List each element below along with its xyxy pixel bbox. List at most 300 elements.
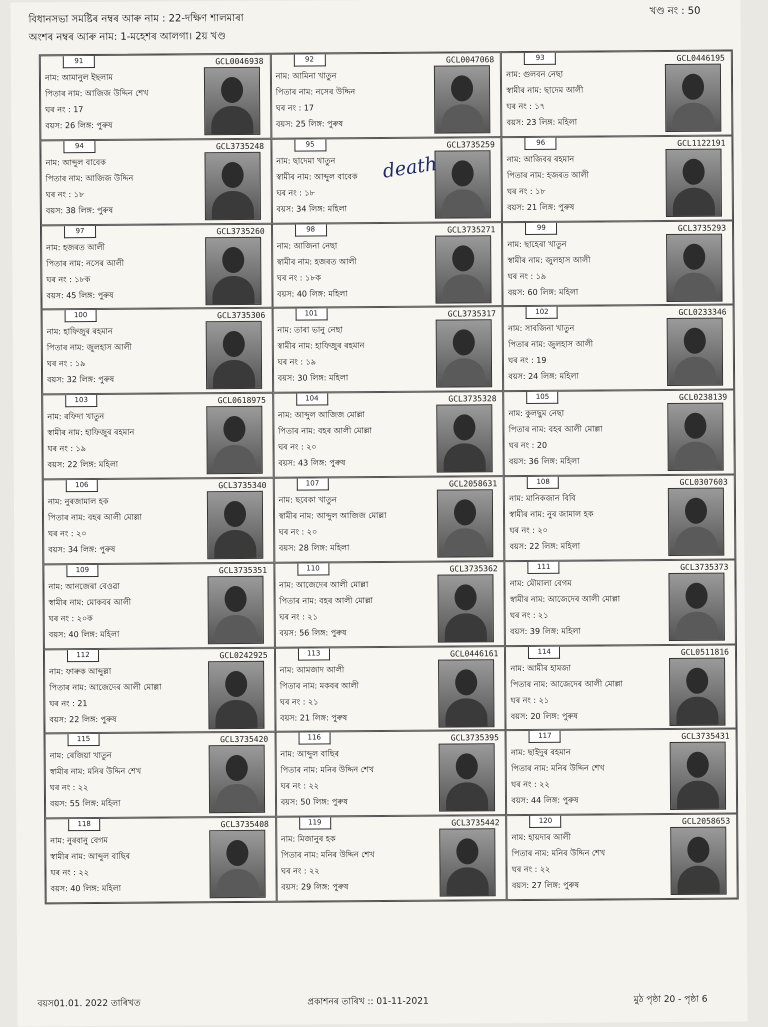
voter-card — [503, 305, 734, 391]
serial-number: 92 — [293, 54, 325, 66]
relation-name: পিতাৰ নাম: মনিৰ উদ্দিন শেখ — [280, 765, 374, 776]
voter-name: নাম: ফাৰুক আব্দুল্লা — [49, 666, 112, 676]
voter-card — [505, 559, 736, 645]
house-number: ঘৰ নং : ২০ — [48, 529, 87, 539]
photo-body-shape — [446, 783, 488, 812]
voter-list-page — [10, 0, 747, 1027]
photo-head-shape — [225, 671, 247, 697]
epic-number: GCL3735442 — [451, 818, 500, 828]
voter-name: নাম: মিজানুৰ হক — [280, 834, 336, 844]
voter-name: নাম: আব্দুল বাছিৰ — [280, 749, 340, 760]
serial-number: 106 — [66, 480, 98, 492]
voter-photo — [438, 659, 494, 727]
epic-number: GCL3735362 — [449, 563, 498, 574]
house-number: ঘৰ নং : ২০ — [278, 527, 318, 537]
photo-head-shape — [455, 669, 477, 695]
age-gender: বয়স: 43 লিঙ্গ: পুৰুষ — [278, 458, 346, 468]
voter-photo — [439, 744, 495, 812]
voter-photo — [665, 64, 721, 132]
photo-head-shape — [453, 330, 475, 356]
voter-card — [272, 222, 503, 308]
relation-name: পিতাৰ নাম: জুলহাস আলী — [508, 339, 594, 350]
voter-photo — [670, 742, 726, 810]
photo-head-shape — [454, 415, 476, 441]
age-gender: বয়স: 44 লিঙ্গ: পুৰুষ — [511, 796, 579, 806]
voter-name: নাম: ছবেকা খাতুন — [278, 495, 337, 505]
age-gender: বয়স: 21 লিঙ্গ: পুৰুষ — [280, 712, 348, 723]
epic-number: GCL0242925 — [219, 650, 268, 660]
serial-number: 116 — [298, 733, 330, 745]
voter-card — [275, 731, 506, 817]
photo-head-shape — [457, 839, 479, 865]
voter-photo — [438, 574, 494, 642]
photo-body-shape — [213, 360, 255, 389]
house-number: ঘৰ নং : ১৯ — [46, 359, 86, 369]
photo-head-shape — [454, 499, 476, 525]
epic-number: GCL2058653 — [681, 816, 731, 827]
photo-body-shape — [443, 274, 485, 303]
epic-number: GCL3735351 — [218, 565, 268, 575]
epic-number: GCL3735271 — [447, 224, 496, 235]
publication-date: প্ৰকাশনৰ তাৰিখ :: 01-11-2021 — [307, 996, 429, 1008]
photo-head-shape — [452, 245, 474, 271]
voter-name: নাম: আব্দুল আজিজ মোল্লা — [277, 410, 365, 420]
serial-number: 99 — [525, 222, 557, 234]
house-number: ঘৰ নং : ১৯ — [507, 271, 547, 281]
voter-name: নাম: আব্দুল বাবেক — [45, 157, 106, 168]
voter-name: নাম: আনজেৰা বেওৱা — [48, 581, 120, 592]
age-reference-date: বয়স01.01. 2022 তাৰিখত — [37, 998, 141, 1010]
photo-head-shape — [456, 754, 478, 780]
epic-number: GCL3735259 — [446, 139, 495, 150]
voter-photo — [208, 745, 264, 813]
age-gender: বয়স: 56 লিঙ্গ: পুৰুষ — [279, 628, 347, 638]
voter-card — [273, 391, 504, 477]
epic-number: GCL3735431 — [681, 731, 730, 742]
photo-head-shape — [225, 755, 247, 781]
photo-body-shape — [216, 869, 258, 898]
relation-name: পিতাৰ নাম: মনিৰ উদ্দিন শেখ — [281, 850, 375, 860]
age-gender: বয়স: 40 লিঙ্গ: মহিলা — [50, 883, 122, 894]
relation-name: পিতাৰ নাম: বহৰ আলী মোল্লা — [508, 424, 603, 435]
house-number: ঘৰ নং : ২২ — [50, 868, 89, 878]
house-number: ঘৰ নং : ২০ — [278, 442, 317, 452]
serial-number: 109 — [66, 565, 98, 577]
voter-photo — [207, 576, 263, 644]
voter-photo — [437, 489, 493, 557]
voter-name: নাম: ছাহেৰা খাতুন — [507, 239, 567, 249]
serial-number: 110 — [297, 563, 329, 575]
age-gender: বয়স: 38 লিঙ্গ: পুৰুষ — [45, 205, 113, 216]
serial-number: 91 — [63, 56, 95, 68]
photo-head-shape — [451, 75, 473, 101]
relation-name: স্বামীৰ নাম: আব্দুল বাছিৰ — [50, 851, 131, 862]
serial-number: 112 — [67, 650, 99, 662]
photo-body-shape — [447, 867, 489, 896]
voter-card — [43, 478, 274, 564]
serial-number: 101 — [295, 309, 327, 321]
relation-name: পিতাৰ নাম: বহৰ আলী মোল্লা — [278, 426, 372, 436]
photo-head-shape — [687, 837, 709, 863]
age-gender: বয়স: 45 লিঙ্গ: পুৰুষ — [46, 290, 114, 300]
photo-head-shape — [452, 160, 474, 186]
epic-number: GCL0233346 — [678, 307, 727, 318]
photo-body-shape — [443, 359, 485, 388]
age-gender: বয়স: 60 লিঙ্গ: মহিলা — [507, 287, 579, 297]
voter-photo — [670, 827, 726, 895]
house-number: ঘৰ নং : ২২ — [511, 865, 551, 875]
photo-body-shape — [216, 784, 258, 813]
age-gender: বয়স: 30 লিঙ্গ: মহিলা — [277, 373, 349, 384]
relation-name: পিতাৰ নাম: বহৰ আলী মোল্লা — [48, 512, 142, 523]
voter-name: নাম: ছাইদুৰ ৰহমান — [510, 748, 571, 758]
epic-number: GCL0446195 — [676, 53, 725, 63]
serial-number: 97 — [64, 226, 96, 238]
relation-name: পিতাৰ নাম: আজিজ উদ্দিন শেখ — [45, 88, 149, 99]
epic-number: GCL3735306 — [217, 311, 266, 321]
voter-name: নাম: হাফিজুৰ ৰহমান — [46, 327, 113, 337]
voter-card — [40, 139, 271, 225]
photo-body-shape — [213, 445, 255, 474]
house-number: ঘৰ নং : ২১ — [510, 610, 549, 620]
photo-head-shape — [683, 243, 705, 269]
voter-name: নাম: মানিকজান বিবি — [509, 493, 576, 504]
age-gender: বয়স: 26 লিঙ্গ: পুৰুষ — [45, 120, 113, 131]
serial-number: 118 — [68, 819, 100, 831]
voter-name: নাম: আমিনা খাতুন — [275, 71, 337, 81]
relation-name: স্বামীৰ নাম: মোকবৰ আলী — [48, 597, 132, 608]
voter-photo — [669, 657, 725, 725]
relation-name: স্বামীৰ নাম: হজৰত আলী — [276, 256, 357, 267]
voter-photo — [204, 152, 260, 220]
voter-photo — [667, 403, 723, 471]
relation-name: পিতাৰ নাম: নসেৰ উদ্দিন — [275, 87, 356, 97]
epic-number: GCL3735373 — [680, 562, 729, 572]
age-gender: বয়স: 28 লিঙ্গ: মহিলা — [278, 543, 350, 553]
relation-name: স্বামীৰ নাম: ছাদেম আলী — [506, 85, 584, 96]
photo-head-shape — [455, 584, 477, 610]
photo-head-shape — [224, 586, 246, 612]
photo-body-shape — [446, 698, 488, 727]
age-gender: বয়স: 34 লিঙ্গ: পুৰুষ — [48, 544, 116, 555]
voter-photo — [206, 406, 262, 474]
voter-name: নাম: আমানুল ইছলাম — [44, 72, 113, 83]
voter-card — [270, 52, 501, 138]
relation-name: পিতাৰ নাম: মনিৰ উদ্দিন শেখ — [511, 848, 606, 859]
page-number: মুঠ পৃষ্ঠা 20 - পৃষ্ঠা 6 — [633, 994, 708, 1006]
voter-name: নাম: ৰফিদা খাতুন — [47, 412, 105, 422]
age-gender: বয়স: 55 লিঙ্গ: মহিলা — [50, 799, 121, 809]
photo-head-shape — [686, 583, 708, 609]
epic-number: GCL3735408 — [220, 819, 269, 830]
epic-number: GCL3735248 — [215, 141, 265, 151]
epic-number: GCL3735328 — [448, 394, 497, 404]
relation-name: পিতাৰ নাম: আজেদেৰ আলী মোল্লা — [49, 682, 162, 692]
epic-number: GCL0446161 — [450, 648, 499, 659]
relation-name: স্বামীৰ নাম: আব্দুল বাবেক — [276, 171, 358, 182]
house-number: ঘৰ নং : ২২ — [511, 780, 550, 790]
serial-number: 117 — [529, 731, 561, 743]
voter-photo — [205, 236, 261, 304]
house-number: ঘৰ নং : ২২ — [281, 866, 320, 876]
relation-name: স্বামীৰ নাম: হাফিজুৰ ৰহমান — [47, 427, 135, 438]
photo-body-shape — [211, 106, 253, 135]
section-number: খণ্ড নং : 50 — [649, 5, 701, 18]
photo-head-shape — [684, 413, 706, 439]
voter-card — [505, 644, 736, 730]
serial-number: 107 — [296, 478, 328, 490]
relation-name: পিতাৰ নাম: জুলহাস আলী — [46, 343, 132, 353]
voter-name: নাম: হায়দাৰ আলী — [511, 832, 571, 843]
voter-card — [41, 223, 272, 309]
house-number: ঘৰ নং : ১৮ — [45, 189, 85, 200]
serial-number: 115 — [68, 734, 100, 746]
relation-name: পিতাৰ নাম: আজেদেৰ আলী মোল্লা — [510, 678, 623, 689]
voter-name: নাম: ৰেজিয়া খাতুন — [49, 751, 112, 761]
voter-photo — [207, 491, 263, 559]
house-number: ঘৰ নং : ২১ — [510, 695, 550, 705]
serial-number: 108 — [527, 477, 559, 489]
relation-name: পিতাৰ নাম: বহৰ আলী মোল্লা — [279, 595, 374, 606]
photo-head-shape — [686, 667, 708, 693]
house-number: ঘৰ নং : ১৮ক — [46, 274, 91, 284]
photo-body-shape — [673, 272, 715, 301]
house-number: ঘৰ নং : ১৯ — [47, 444, 86, 454]
photo-body-shape — [672, 103, 714, 132]
house-number: ঘৰ নং : ২২ — [49, 783, 89, 793]
serial-number: 96 — [525, 138, 557, 150]
voter-name: নাম: আমজাদ আলী — [279, 664, 345, 675]
photo-head-shape — [683, 159, 705, 185]
serial-number: 100 — [65, 310, 97, 322]
voter-photo — [204, 67, 260, 135]
photo-body-shape — [215, 699, 257, 728]
epic-number: GCL3735340 — [218, 480, 267, 491]
serial-number: 93 — [524, 53, 556, 65]
photo-body-shape — [675, 527, 717, 556]
voter-card — [45, 732, 276, 818]
voter-photo — [437, 404, 493, 472]
voter-photo — [209, 830, 265, 898]
voter-card — [273, 476, 504, 562]
relation-name: পিতাৰ নাম: মকবৰ আলী — [279, 680, 359, 691]
photo-body-shape — [214, 615, 256, 644]
voter-name: নাম: কুলছুম নেছা — [508, 408, 565, 419]
epic-number: GCL3735260 — [216, 226, 265, 236]
photo-body-shape — [442, 189, 484, 218]
voter-name: নাম: গুলবন নেছা — [506, 69, 564, 80]
age-gender: বয়স: 24 লিঙ্গ: মহিলা — [508, 371, 579, 382]
photo-head-shape — [682, 74, 704, 100]
handwritten-annotation: death — [380, 152, 439, 183]
voter-name: নাম: সাবজিনা খাতুন — [508, 324, 575, 334]
voter-photo — [208, 660, 264, 728]
voter-name: নাম: নুৰজামাল হক — [47, 496, 109, 507]
voter-card — [40, 54, 271, 140]
house-number: ঘৰ নং : ১৮ — [507, 186, 546, 196]
photo-head-shape — [684, 328, 706, 354]
photo-head-shape — [685, 498, 707, 524]
photo-body-shape — [212, 275, 254, 304]
voter-card — [44, 647, 275, 733]
epic-number: GCL0047068 — [445, 55, 495, 65]
photo-body-shape — [445, 613, 487, 642]
photo-head-shape — [687, 752, 709, 778]
epic-number: GCL1122191 — [677, 138, 726, 148]
photo-head-shape — [223, 416, 245, 442]
serial-number: 94 — [63, 141, 95, 153]
epic-number: GCL3735420 — [220, 735, 269, 745]
age-gender: বয়স: 22 লিঙ্গ: পুৰুষ — [49, 714, 117, 724]
voter-name: নাম: আমীৰ হামজা — [510, 663, 571, 673]
voter-photo — [435, 150, 491, 218]
age-gender: বয়স: 25 লিঙ্গ: পুৰুষ — [275, 119, 344, 129]
serial-number: 119 — [299, 818, 331, 830]
serial-number: 103 — [65, 395, 97, 407]
photo-head-shape — [222, 331, 244, 357]
photo-body-shape — [676, 696, 718, 725]
relation-name: স্বামীৰ নাম: নুৰ জামাল হক — [509, 509, 594, 520]
relation-name: পিতাৰ নাম: নসেৰ আলী — [46, 258, 125, 268]
voter-name: নাম: তাৰা ভানু নেছা — [277, 325, 343, 336]
voter-card — [504, 475, 735, 561]
epic-number: GCL0511816 — [680, 647, 730, 657]
voter-card — [502, 220, 733, 306]
constituency-title: বিধানসভা সমষ্টিৰ নম্বৰ আৰু নাম : 22-দক্ষিণ শালমাৰা — [28, 12, 244, 26]
age-gender: বয়স: 32 লিঙ্গ: পুৰুষ — [47, 375, 115, 385]
serial-number: 95 — [294, 139, 326, 151]
relation-name: স্বামীৰ নাম: মনিৰ উদ্দিন শেখ — [49, 767, 142, 777]
house-number: ঘৰ নং : ২০ — [509, 525, 548, 536]
house-number: ঘৰ নং : ১৯ — [277, 357, 317, 368]
serial-number: 102 — [526, 307, 558, 319]
serial-number: 98 — [295, 224, 327, 236]
house-number: ঘৰ নং : ২২ — [280, 781, 320, 792]
house-number: ঘৰ নং : 19 — [508, 356, 547, 366]
house-number: ঘৰ নং : 17 — [45, 105, 84, 115]
voter-card — [42, 308, 273, 394]
photo-body-shape — [676, 611, 718, 640]
voter-grid — [39, 50, 739, 905]
photo-body-shape — [444, 443, 486, 472]
age-gender: বয়স: 40 লিঙ্গ: মহিলা — [277, 288, 348, 299]
voter-name: নাম: আজেদেৰ আলী মোল্লা — [279, 579, 369, 590]
serial-number: 111 — [528, 562, 560, 574]
voter-card — [503, 390, 734, 476]
house-number: ঘৰ নং : ২১ — [279, 612, 318, 622]
epic-number: GCL3735395 — [450, 733, 499, 743]
serial-number: 104 — [296, 394, 328, 406]
age-gender: বয়স: 21 লিঙ্গ: পুৰুষ — [507, 202, 575, 212]
age-gender: বয়স: 34 লিঙ্গ: মহিলা — [276, 204, 347, 214]
voter-photo — [435, 235, 491, 303]
photo-head-shape — [222, 247, 244, 273]
voter-photo — [440, 828, 496, 896]
voter-card — [501, 51, 732, 137]
age-gender: বয়স: 50 লিঙ্গ: পুৰুষ — [280, 797, 348, 808]
photo-body-shape — [444, 528, 486, 557]
photo-body-shape — [673, 187, 715, 216]
photo-head-shape — [224, 501, 246, 527]
photo-body-shape — [211, 191, 253, 220]
relation-name: পিতাৰ নাম: মনিৰ উদ্দিন শেখ — [511, 763, 605, 774]
relation-name: স্বামীৰ নাম: আব্দুল আজিজ মোল্লা — [278, 510, 387, 521]
voter-name: নাম: হজৰত আলী — [46, 242, 105, 252]
photo-body-shape — [675, 442, 717, 471]
voter-photo — [668, 572, 724, 640]
serial-number: 114 — [528, 646, 560, 658]
voter-card — [506, 814, 737, 900]
age-gender: বয়স: 39 লিঙ্গ: মহিলা — [510, 626, 581, 636]
voter-photo — [436, 320, 492, 388]
epic-number: GCL3735293 — [677, 223, 727, 233]
voter-photo — [666, 233, 722, 301]
photo-body-shape — [674, 357, 716, 386]
voter-card — [43, 563, 274, 649]
house-number: ঘৰ নং : ১৮ — [276, 188, 315, 198]
voter-name: নাম: মৌমালা বেগম — [509, 578, 572, 588]
epic-number: GCL0307603 — [679, 477, 728, 487]
age-gender: বয়স: 22 লিঙ্গ: মহিলা — [509, 541, 581, 552]
epic-number: GCL0238139 — [679, 392, 728, 403]
voter-card — [275, 646, 506, 732]
relation-name: পিতাৰ নাম: হজৰত আলী — [506, 170, 589, 180]
epic-number: GCL2058631 — [448, 479, 498, 489]
voter-photo — [667, 318, 723, 386]
photo-body-shape — [214, 530, 256, 559]
age-gender: বয়স: 27 লিঙ্গ: পুৰুষ — [511, 880, 580, 891]
voter-card — [45, 817, 276, 903]
voter-name: নাম: ছাদেমা খাতুন — [276, 156, 336, 166]
house-number: ঘৰ নং : ২০ক — [48, 613, 93, 624]
age-gender: বয়স: 40 লিঙ্গ: মহিলা — [48, 629, 120, 640]
part-title: অংশৰ নম্বৰ আৰু নাম: 1-মহেশৰ আলগা। 2য় খণ্ড — [28, 31, 226, 44]
voter-photo — [434, 65, 490, 133]
photo-body-shape — [677, 866, 719, 895]
voter-card — [271, 137, 502, 223]
voter-card — [42, 393, 273, 479]
photo-head-shape — [221, 162, 243, 188]
voter-photo — [668, 488, 724, 556]
voter-card — [274, 561, 505, 647]
photo-body-shape — [677, 781, 719, 810]
house-number: ঘৰ নং : ১৮ক — [276, 272, 322, 283]
age-gender: বয়স: 29 লিঙ্গ: পুৰুষ — [281, 882, 349, 892]
photo-head-shape — [226, 840, 248, 866]
voter-card — [272, 307, 503, 393]
house-number: ঘৰ নং : ২১ — [279, 697, 319, 707]
epic-number: GCL0618975 — [217, 395, 266, 406]
voter-photo — [665, 148, 721, 216]
relation-name: স্বামীৰ নাম: জুলহাস আলী — [507, 255, 591, 265]
voter-card — [276, 815, 507, 901]
age-gender: বয়স: 20 লিঙ্গ: পুৰুষ — [510, 711, 578, 721]
voter-photo — [205, 321, 261, 389]
epic-number: GCL3735317 — [447, 309, 496, 319]
relation-name: পিতাৰ নাম: আজিজ উদ্দিন — [45, 173, 134, 184]
serial-number: 113 — [298, 648, 330, 660]
voter-card — [506, 729, 737, 815]
relation-name: স্বামীৰ নাম: আজেদেৰ আলী মোল্লা — [509, 594, 621, 604]
house-number: ঘৰ নং : 20 — [508, 441, 548, 451]
voter-name: নাম: নুৰবানু বেগম — [50, 836, 108, 846]
relation-name: স্বামীৰ নাম: হাফিজুৰ ৰহমান — [277, 341, 365, 352]
age-gender: বয়স: 36 লিঙ্গ: মহিলা — [508, 456, 580, 467]
photo-head-shape — [221, 77, 243, 103]
house-number: ঘৰ নং : ১৭ — [506, 101, 545, 112]
voter-card — [502, 135, 733, 221]
house-number: ঘৰ নং : 17 — [275, 103, 315, 113]
